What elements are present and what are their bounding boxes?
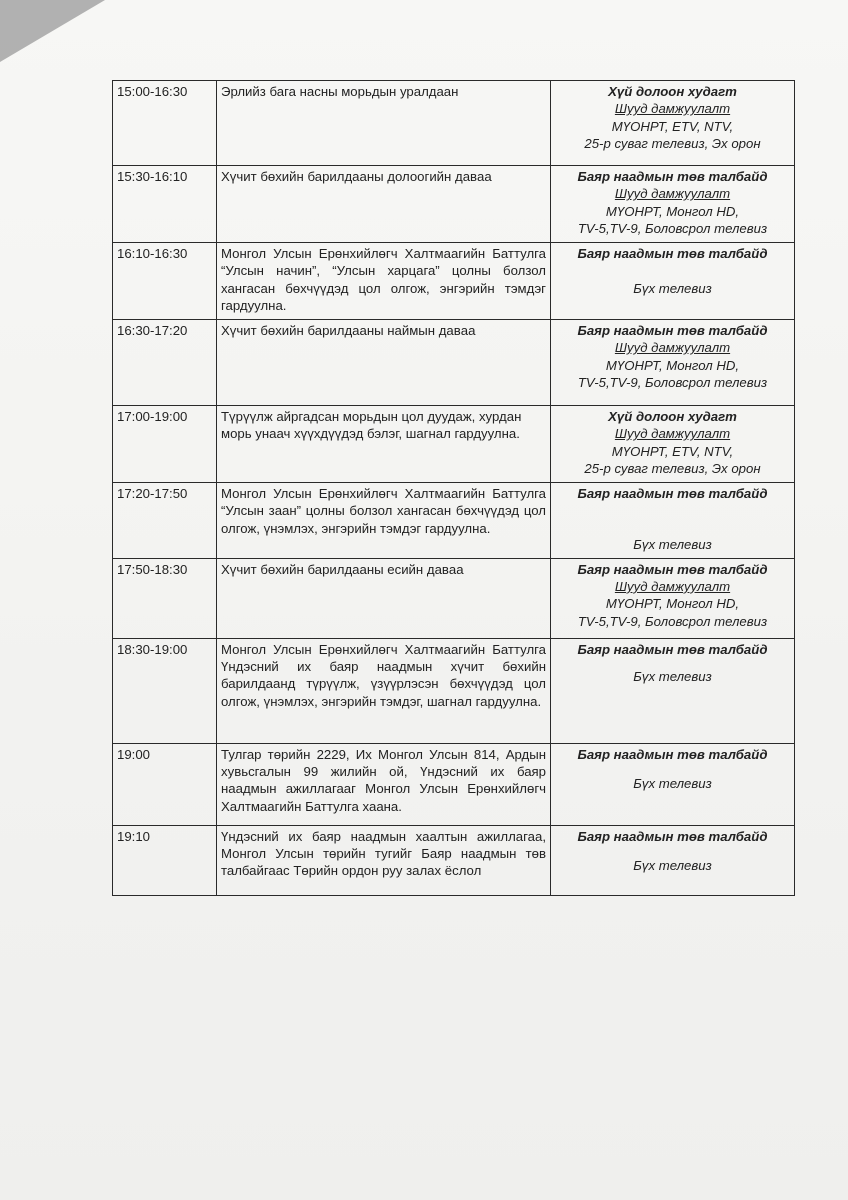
event-description: Монгол Улсын Ерөнхийлөгч Халтмаагийн Баттулга Үндэсний их баяр наадмын хүчит бөхийн барилдаанд түрүүлж, үзүүрлэсэн бөхчүүдэд цол олгож, үнэмлэх, энгэрийн тэмдэг, шагнал гардуулна. — [217, 638, 551, 743]
all-tv-label: Бүх телевиз — [633, 668, 712, 684]
event-description: Хүчит бөхийн барилдааны долоогийн давaa — [217, 166, 551, 243]
channel-line: МҮОНРТ, Монгол HD, — [605, 596, 740, 612]
event-description: Түрүүлж айргадсан морьдын цол дуудаж, хурдан морь унаач хүүхдүүдэд бэлэг, шагнал гардуулна. — [217, 405, 551, 482]
event-description: Хүчит бөхийн барилдааны наймын давaa — [217, 319, 551, 405]
channel-line: МҮОНРТ, ETV, NTV, — [611, 118, 734, 134]
venue-label: Баяр наадмын төв талбайд — [577, 561, 768, 577]
channel-line: МҮОНРТ, Монгол HD, — [605, 357, 740, 373]
channel-line: МҮОНРТ, Монгол HD, — [605, 203, 740, 219]
live-broadcast-label: Шууд дамжуулалт — [614, 186, 731, 202]
broadcast-cell — [551, 482, 795, 558]
live-broadcast-label: Шууд дамжуулалт — [614, 340, 731, 356]
time-cell: 15:00-16:30 — [113, 81, 217, 166]
venue-label: Хүй долоон худагт — [608, 84, 737, 99]
channel-line: TV-5,TV-9, Боловсрол телевиз — [577, 221, 768, 237]
venue-label: Баяр наадмын төв талбайд — [577, 828, 768, 844]
table-row — [113, 743, 795, 825]
table-row — [113, 243, 795, 320]
venue-label: Баяр наадмын төв талбайд — [577, 746, 768, 762]
all-tv-label: Бүх телевиз — [633, 775, 712, 791]
page-corner-fold — [0, 0, 105, 62]
event-description: Монгол Улсын Ерөнхийлөгч Халтмаагийн Баттулга “Улсын начин”, “Улсын харцага” цолны болзол хангасан бөхчүүдэд цол олгож, энгэрийн тэмдэг гардуулна. — [217, 243, 551, 320]
time-cell: 18:30-19:00 — [113, 638, 217, 743]
table-row — [113, 319, 795, 405]
broadcast-cell — [551, 166, 795, 243]
broadcast-cell — [551, 405, 795, 482]
all-tv-label: Бүх телевиз — [633, 537, 712, 553]
time-cell: 17:00-19:00 — [113, 405, 217, 482]
channel-line: 25-р суваг телевиз, Эх орон — [584, 460, 761, 476]
event-description: Хүчит бөхийн барилдааны есийн давaa — [217, 558, 551, 638]
channel-line: TV-5,TV-9, Боловсрол телевиз — [577, 613, 768, 629]
table-row — [113, 166, 795, 243]
time-cell: 19:00 — [113, 743, 217, 825]
event-description: Үндэсний их баяр наадмын хаалтын ажиллагаа, Монгол Улсын төрийн тугийг Баяр наадмын төв талбайгаас Төрийн ордон руу залах ёслол — [217, 825, 551, 895]
channel-line: TV-5,TV-9, Боловсрол телевиз — [577, 374, 768, 390]
event-description: Эрлийз бага насны морьдын уралдаан — [217, 81, 551, 166]
broadcast-cell — [551, 743, 795, 825]
time-cell: 16:10-16:30 — [113, 243, 217, 320]
venue-label: Баяр наадмын төв талбайд — [577, 169, 768, 184]
broadcast-cell — [551, 81, 795, 166]
time-cell: 17:20-17:50 — [113, 482, 217, 558]
venue-label: Баяр наадмын төв талбайд — [577, 322, 768, 338]
venue-label: Баяр наадмын төв талбайд — [577, 485, 768, 501]
broadcast-cell — [551, 638, 795, 743]
table-row — [113, 825, 795, 895]
live-broadcast-label: Шууд дамжуулалт — [614, 101, 731, 117]
time-cell: 15:30-16:10 — [113, 166, 217, 243]
event-description: Тулгар төрийн 2229, Их Монгол Улсын 814, Ардын хувьсгалын 99 жилийн ой, Үндэсний их баяр наадмын ажиллагааг Монгол Улсын Ерөнхийлөгч Халтмаагийн Баттулга хаана. — [217, 743, 551, 825]
table-row — [113, 405, 795, 482]
all-tv-label: Бүх телевиз — [633, 281, 712, 297]
all-tv-label: Бүх телевиз — [633, 857, 712, 873]
venue-label: Баяр наадмын төв талбайд — [577, 641, 768, 657]
venue-label: Хүй долоон худагт — [608, 408, 737, 424]
schedule-table — [112, 80, 795, 896]
channel-line: МҮОНРТ, ETV, NTV, — [611, 443, 734, 459]
live-broadcast-label: Шууд дамжуулалт — [614, 578, 731, 594]
broadcast-cell — [551, 558, 795, 638]
venue-label: Баяр наадмын төв талбайд — [577, 246, 768, 261]
broadcast-cell — [551, 825, 795, 895]
broadcast-cell — [551, 243, 795, 320]
time-cell: 16:30-17:20 — [113, 319, 217, 405]
live-broadcast-label: Шууд дамжуулалт — [614, 426, 731, 442]
event-description: Монгол Улсын Ерөнхийлөгч Халтмаагийн Баттулга “Улсын заан” цолны болзол хангасан бөхчүүдэд цол олгож, үнэмлэх, энгэрийн тэмдэг гардуулна. — [217, 482, 551, 558]
broadcast-cell — [551, 319, 795, 405]
channel-line: 25-р суваг телевиз, Эх орон — [584, 136, 761, 152]
table-row — [113, 482, 795, 558]
table-row — [113, 81, 795, 166]
table-row — [113, 638, 795, 743]
time-cell: 19:10 — [113, 825, 217, 895]
time-cell: 17:50-18:30 — [113, 558, 217, 638]
table-row — [113, 558, 795, 638]
